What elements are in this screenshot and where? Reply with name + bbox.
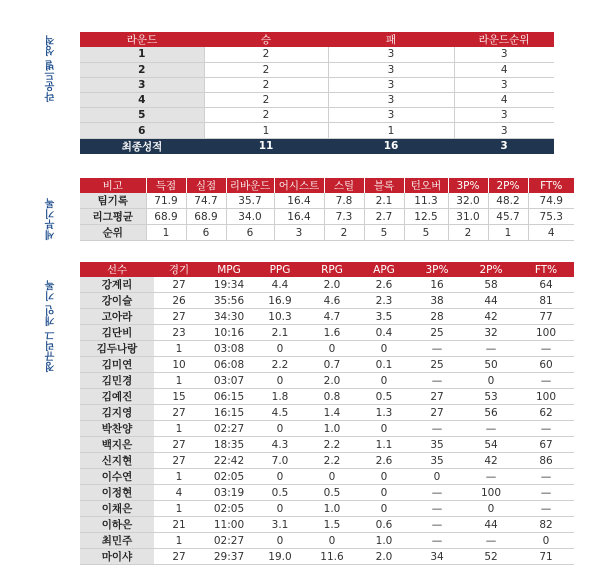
table-cell: 42 bbox=[464, 453, 518, 469]
table-cell: 28 bbox=[410, 309, 464, 325]
table-cell: 60 bbox=[518, 357, 574, 373]
row-label: 백지은 bbox=[80, 437, 154, 453]
row-label: 김단비 bbox=[80, 325, 154, 341]
table-row bbox=[80, 469, 574, 485]
table-cell: 0 bbox=[464, 501, 518, 517]
table-cell: 6 bbox=[186, 225, 226, 241]
table-cell: 0.1 bbox=[358, 357, 410, 373]
column-header: 스틸 bbox=[324, 178, 364, 193]
final-cell: 11 bbox=[204, 138, 328, 154]
table-cell: 2.2 bbox=[306, 453, 358, 469]
table-cell: 03:08 bbox=[204, 341, 254, 357]
table-cell: 67 bbox=[518, 437, 574, 453]
table-cell: 2 bbox=[204, 108, 328, 123]
table-cell: 22:42 bbox=[204, 453, 254, 469]
table-cell: 27 bbox=[410, 405, 464, 421]
table-cell: 0 bbox=[306, 469, 358, 485]
table-cell: 1.0 bbox=[358, 533, 410, 549]
table-cell: 54 bbox=[464, 437, 518, 453]
table-row bbox=[80, 108, 554, 123]
table-cell: 12.5 bbox=[404, 209, 448, 225]
table-cell: 0 bbox=[306, 341, 358, 357]
table-cell: 34.0 bbox=[226, 209, 274, 225]
table-cell: 18:35 bbox=[204, 437, 254, 453]
table-cell: — bbox=[410, 341, 464, 357]
table-cell: 2.1 bbox=[254, 325, 306, 341]
table-cell: 0.5 bbox=[306, 485, 358, 501]
table-cell: 2 bbox=[204, 93, 328, 108]
table-cell: 0 bbox=[254, 421, 306, 437]
table-cell: 02:27 bbox=[204, 421, 254, 437]
column-header: 3P% bbox=[448, 178, 488, 193]
table-cell: 0 bbox=[254, 501, 306, 517]
column-header: 리바운드 bbox=[226, 178, 274, 193]
table-row bbox=[80, 193, 574, 209]
table-cell: 1.3 bbox=[358, 405, 410, 421]
table-row bbox=[80, 277, 574, 293]
row-label: 이채은 bbox=[80, 501, 154, 517]
table-cell: 1 bbox=[204, 123, 328, 138]
table-cell: 0 bbox=[306, 533, 358, 549]
table-cell: 6 bbox=[226, 225, 274, 241]
column-header: FT% bbox=[518, 262, 574, 277]
table-cell: 16.4 bbox=[274, 193, 324, 209]
table-row bbox=[80, 93, 554, 108]
final-cell: 16 bbox=[328, 138, 454, 154]
table-row bbox=[80, 373, 574, 389]
table-cell: 58 bbox=[464, 277, 518, 293]
table-row bbox=[80, 517, 574, 533]
column-header: 3P% bbox=[410, 262, 464, 277]
final-cell: 3 bbox=[454, 138, 554, 154]
table-row bbox=[80, 405, 574, 421]
row-label: 김민경 bbox=[80, 373, 154, 389]
table-cell: 0 bbox=[358, 341, 410, 357]
table-cell: 44 bbox=[464, 293, 518, 309]
table-cell: 77 bbox=[518, 309, 574, 325]
row-label: 마이샤 bbox=[80, 549, 154, 565]
table-cell: 1.4 bbox=[306, 405, 358, 421]
table-cell: 34:30 bbox=[204, 309, 254, 325]
column-header: 비고 bbox=[80, 178, 146, 193]
table-cell: 0 bbox=[464, 373, 518, 389]
row-label: 김미연 bbox=[80, 357, 154, 373]
column-header: 선수 bbox=[80, 262, 154, 277]
table-cell: 1 bbox=[154, 373, 204, 389]
table-row bbox=[80, 341, 574, 357]
table-cell: 2 bbox=[448, 225, 488, 241]
table-cell: 16 bbox=[410, 277, 464, 293]
table-cell: 16:15 bbox=[204, 405, 254, 421]
table-cell: — bbox=[518, 373, 574, 389]
table-cell: 2.6 bbox=[358, 277, 410, 293]
table-cell: 100 bbox=[518, 325, 574, 341]
table-row bbox=[80, 309, 574, 325]
table-cell: — bbox=[464, 421, 518, 437]
table-cell: 68.9 bbox=[186, 209, 226, 225]
table-cell: 74.7 bbox=[186, 193, 226, 209]
table-cell: — bbox=[410, 421, 464, 437]
row-label: 김예진 bbox=[80, 389, 154, 405]
table-cell: 27 bbox=[410, 389, 464, 405]
table-cell: 44 bbox=[464, 517, 518, 533]
table-cell: 3 bbox=[454, 108, 554, 123]
table-cell: 23 bbox=[154, 325, 204, 341]
table-cell: 0.8 bbox=[306, 389, 358, 405]
table-cell: 0 bbox=[254, 533, 306, 549]
table-cell: 0.4 bbox=[358, 325, 410, 341]
table-cell: 3.1 bbox=[254, 517, 306, 533]
table-row bbox=[80, 325, 574, 341]
table-row bbox=[80, 501, 574, 517]
final-label: 최종성적 bbox=[80, 138, 204, 154]
table-cell: 27 bbox=[154, 405, 204, 421]
table-cell: 56 bbox=[464, 405, 518, 421]
table-cell: 27 bbox=[154, 549, 204, 565]
table-cell: 2.7 bbox=[364, 209, 404, 225]
table-cell: 74.9 bbox=[528, 193, 574, 209]
table-row bbox=[80, 225, 574, 241]
final-row bbox=[80, 138, 554, 154]
row-label: 박찬양 bbox=[80, 421, 154, 437]
column-header: 실점 bbox=[186, 178, 226, 193]
table-cell: 1 bbox=[154, 533, 204, 549]
header-row bbox=[80, 32, 554, 47]
row-label: 5 bbox=[80, 108, 204, 123]
table-row bbox=[80, 357, 574, 373]
table-cell: 19.0 bbox=[254, 549, 306, 565]
table-cell: 4.6 bbox=[306, 293, 358, 309]
table-cell: 4 bbox=[528, 225, 574, 241]
table-cell: 2 bbox=[324, 225, 364, 241]
table-cell: — bbox=[410, 501, 464, 517]
table-cell: 42 bbox=[464, 309, 518, 325]
column-header: MPG bbox=[204, 262, 254, 277]
table-cell: 68.9 bbox=[146, 209, 186, 225]
row-label: 4 bbox=[80, 93, 204, 108]
table-cell: — bbox=[518, 421, 574, 437]
table-cell: 4.5 bbox=[254, 405, 306, 421]
row-label: 김지영 bbox=[80, 405, 154, 421]
table-cell: 1.0 bbox=[306, 421, 358, 437]
table-cell: 3 bbox=[328, 62, 454, 77]
column-header: 라운드 bbox=[80, 32, 204, 47]
table-cell: 0 bbox=[358, 421, 410, 437]
table-cell: 0.5 bbox=[358, 389, 410, 405]
table-cell: 64 bbox=[518, 277, 574, 293]
table-cell: 2.1 bbox=[364, 193, 404, 209]
header-row bbox=[80, 262, 574, 277]
table-row bbox=[80, 389, 574, 405]
table-cell: 5 bbox=[404, 225, 448, 241]
table-cell: 0 bbox=[358, 373, 410, 389]
table-cell: 4 bbox=[454, 93, 554, 108]
table-cell: — bbox=[518, 341, 574, 357]
table-cell: 06:15 bbox=[204, 389, 254, 405]
row-label: 1 bbox=[80, 47, 204, 62]
table-cell: 1 bbox=[488, 225, 528, 241]
table-cell: 7.3 bbox=[324, 209, 364, 225]
player-records-table bbox=[80, 262, 574, 565]
table-cell: 27 bbox=[154, 277, 204, 293]
table-cell: 5 bbox=[364, 225, 404, 241]
table-cell: 4.7 bbox=[306, 309, 358, 325]
row-label: 팀기록 bbox=[80, 193, 146, 209]
table-cell: 7.8 bbox=[324, 193, 364, 209]
table-cell: 11.6 bbox=[306, 549, 358, 565]
table-cell: 1 bbox=[154, 501, 204, 517]
table-cell: 19:34 bbox=[204, 277, 254, 293]
table-cell: 16.4 bbox=[274, 209, 324, 225]
table-cell: — bbox=[410, 533, 464, 549]
table-cell: 3 bbox=[328, 77, 454, 92]
table-cell: 52 bbox=[464, 549, 518, 565]
table-cell: — bbox=[518, 485, 574, 501]
table-cell: 02:05 bbox=[204, 469, 254, 485]
table-cell: 3 bbox=[328, 47, 454, 62]
row-label: 강계리 bbox=[80, 277, 154, 293]
row-label: 이수연 bbox=[80, 469, 154, 485]
table-cell: 0 bbox=[518, 533, 574, 549]
row-label: 2 bbox=[80, 62, 204, 77]
round-results-table bbox=[80, 32, 554, 154]
table-cell: 3 bbox=[328, 108, 454, 123]
table-cell: 0.6 bbox=[358, 517, 410, 533]
table-cell: 32 bbox=[464, 325, 518, 341]
table-cell: 100 bbox=[464, 485, 518, 501]
table-row bbox=[80, 47, 554, 62]
table-cell: 0 bbox=[254, 469, 306, 485]
table-cell: 82 bbox=[518, 517, 574, 533]
row-label: 리그평균 bbox=[80, 209, 146, 225]
table-cell: 3 bbox=[328, 93, 454, 108]
column-header: RPG bbox=[306, 262, 358, 277]
table-row bbox=[80, 293, 574, 309]
table-cell: 10 bbox=[154, 357, 204, 373]
season-stats-table bbox=[80, 178, 574, 241]
table-cell: — bbox=[410, 485, 464, 501]
table-cell: 3 bbox=[274, 225, 324, 241]
table-cell: 86 bbox=[518, 453, 574, 469]
table-cell: 0 bbox=[254, 341, 306, 357]
table-cell: 0 bbox=[358, 501, 410, 517]
table-row bbox=[80, 123, 554, 138]
table-cell: 0 bbox=[410, 469, 464, 485]
table-cell: 3 bbox=[454, 77, 554, 92]
table-cell: 1 bbox=[154, 421, 204, 437]
table-cell: 32.0 bbox=[448, 193, 488, 209]
table-cell: 4.3 bbox=[254, 437, 306, 453]
table-cell: 3 bbox=[454, 47, 554, 62]
table-cell: — bbox=[464, 341, 518, 357]
table-cell: 0 bbox=[358, 469, 410, 485]
row-label: 김두나랑 bbox=[80, 341, 154, 357]
table-row bbox=[80, 421, 574, 437]
table-cell: 3.5 bbox=[358, 309, 410, 325]
table-cell: 45.7 bbox=[488, 209, 528, 225]
table-cell: 2.0 bbox=[358, 549, 410, 565]
table-cell: 21 bbox=[154, 517, 204, 533]
table-cell: 81 bbox=[518, 293, 574, 309]
column-header: FT% bbox=[528, 178, 574, 193]
row-label: 이하은 bbox=[80, 517, 154, 533]
header-row bbox=[80, 178, 574, 193]
table-cell: 2 bbox=[204, 62, 328, 77]
table-cell: 100 bbox=[518, 389, 574, 405]
table-cell: 1 bbox=[328, 123, 454, 138]
table-cell: 27 bbox=[154, 309, 204, 325]
table-cell: 10.3 bbox=[254, 309, 306, 325]
column-header: 승 bbox=[204, 32, 328, 47]
table-cell: 11.3 bbox=[404, 193, 448, 209]
column-header: 2P% bbox=[488, 178, 528, 193]
table-cell: 0 bbox=[254, 373, 306, 389]
table-cell: 1.5 bbox=[306, 517, 358, 533]
table-cell: 03:07 bbox=[204, 373, 254, 389]
table-cell: 2.3 bbox=[358, 293, 410, 309]
table-cell: 75.3 bbox=[528, 209, 574, 225]
table-cell: 71 bbox=[518, 549, 574, 565]
column-header: APG bbox=[358, 262, 410, 277]
column-header: 턴오버 bbox=[404, 178, 448, 193]
table-cell: 2.0 bbox=[306, 277, 358, 293]
table-row bbox=[80, 77, 554, 92]
table-row bbox=[80, 533, 574, 549]
table-cell: 4 bbox=[454, 62, 554, 77]
table-cell: 0 bbox=[358, 485, 410, 501]
table-cell: 0.5 bbox=[254, 485, 306, 501]
table-cell: 15 bbox=[154, 389, 204, 405]
round-section-label: 라운드별 성적 bbox=[46, 35, 57, 102]
column-header: 경기 bbox=[154, 262, 204, 277]
row-label: 고아라 bbox=[80, 309, 154, 325]
table-cell: — bbox=[518, 469, 574, 485]
table-cell: — bbox=[410, 373, 464, 389]
table-cell: 4 bbox=[154, 485, 204, 501]
table-cell: 4.4 bbox=[254, 277, 306, 293]
table-cell: 10:16 bbox=[204, 325, 254, 341]
table-cell: 50 bbox=[464, 357, 518, 373]
column-header: 패 bbox=[328, 32, 454, 47]
table-cell: 38 bbox=[410, 293, 464, 309]
table-cell: 34 bbox=[410, 549, 464, 565]
row-label: 최민주 bbox=[80, 533, 154, 549]
row-label: 순위 bbox=[80, 225, 146, 241]
player-section-label: 정규리그 개인 기록 bbox=[46, 280, 57, 372]
row-label: 신지현 bbox=[80, 453, 154, 469]
table-cell: 16.9 bbox=[254, 293, 306, 309]
table-cell: 1 bbox=[154, 341, 204, 357]
table-cell: 35:56 bbox=[204, 293, 254, 309]
table-cell: 2.2 bbox=[254, 357, 306, 373]
table-cell: 1 bbox=[146, 225, 186, 241]
row-label: 강이슬 bbox=[80, 293, 154, 309]
table-cell: 53 bbox=[464, 389, 518, 405]
table-cell: 35 bbox=[410, 437, 464, 453]
table-cell: 27 bbox=[154, 437, 204, 453]
table-row bbox=[80, 209, 574, 225]
column-header: PPG bbox=[254, 262, 306, 277]
table-row bbox=[80, 549, 574, 565]
table-cell: — bbox=[410, 517, 464, 533]
table-cell: 26 bbox=[154, 293, 204, 309]
table-cell: 1.6 bbox=[306, 325, 358, 341]
table-cell: 11:00 bbox=[204, 517, 254, 533]
table-cell: 31.0 bbox=[448, 209, 488, 225]
table-cell: 2 bbox=[204, 77, 328, 92]
table-cell: 06:08 bbox=[204, 357, 254, 373]
table-cell: 35 bbox=[410, 453, 464, 469]
table-cell: 2.6 bbox=[358, 453, 410, 469]
table-cell: 1.8 bbox=[254, 389, 306, 405]
table-row bbox=[80, 437, 574, 453]
table-row bbox=[80, 485, 574, 501]
table-cell: 25 bbox=[410, 325, 464, 341]
table-row bbox=[80, 453, 574, 469]
table-cell: 7.0 bbox=[254, 453, 306, 469]
row-label: 6 bbox=[80, 123, 204, 138]
table-cell: 0.7 bbox=[306, 357, 358, 373]
table-cell: — bbox=[464, 469, 518, 485]
table-row bbox=[80, 62, 554, 77]
table-cell: 1.0 bbox=[306, 501, 358, 517]
column-header: 라운드순위 bbox=[454, 32, 554, 47]
table-cell: 35.7 bbox=[226, 193, 274, 209]
table-cell: 2.0 bbox=[306, 373, 358, 389]
row-label: 이정현 bbox=[80, 485, 154, 501]
table-cell: 62 bbox=[518, 405, 574, 421]
table-cell: 27 bbox=[154, 453, 204, 469]
table-cell: 71.9 bbox=[146, 193, 186, 209]
column-header: 득점 bbox=[146, 178, 186, 193]
table-cell: 02:27 bbox=[204, 533, 254, 549]
table-cell: 29:37 bbox=[204, 549, 254, 565]
column-header: 블록 bbox=[364, 178, 404, 193]
table-cell: 2.2 bbox=[306, 437, 358, 453]
table-cell: 48.2 bbox=[488, 193, 528, 209]
table-cell: 03:19 bbox=[204, 485, 254, 501]
column-header: 2P% bbox=[464, 262, 518, 277]
table-cell: 3 bbox=[454, 123, 554, 138]
table-cell: — bbox=[464, 533, 518, 549]
table-cell: 1 bbox=[154, 469, 204, 485]
row-label: 3 bbox=[80, 77, 204, 92]
column-header: 어시스트 bbox=[274, 178, 324, 193]
table-cell: 2 bbox=[204, 47, 328, 62]
table-cell: 1.1 bbox=[358, 437, 410, 453]
season-section-label: 세부기록 bbox=[46, 198, 57, 240]
table-cell: 02:05 bbox=[204, 501, 254, 517]
table-cell: — bbox=[518, 501, 574, 517]
table-cell: 25 bbox=[410, 357, 464, 373]
